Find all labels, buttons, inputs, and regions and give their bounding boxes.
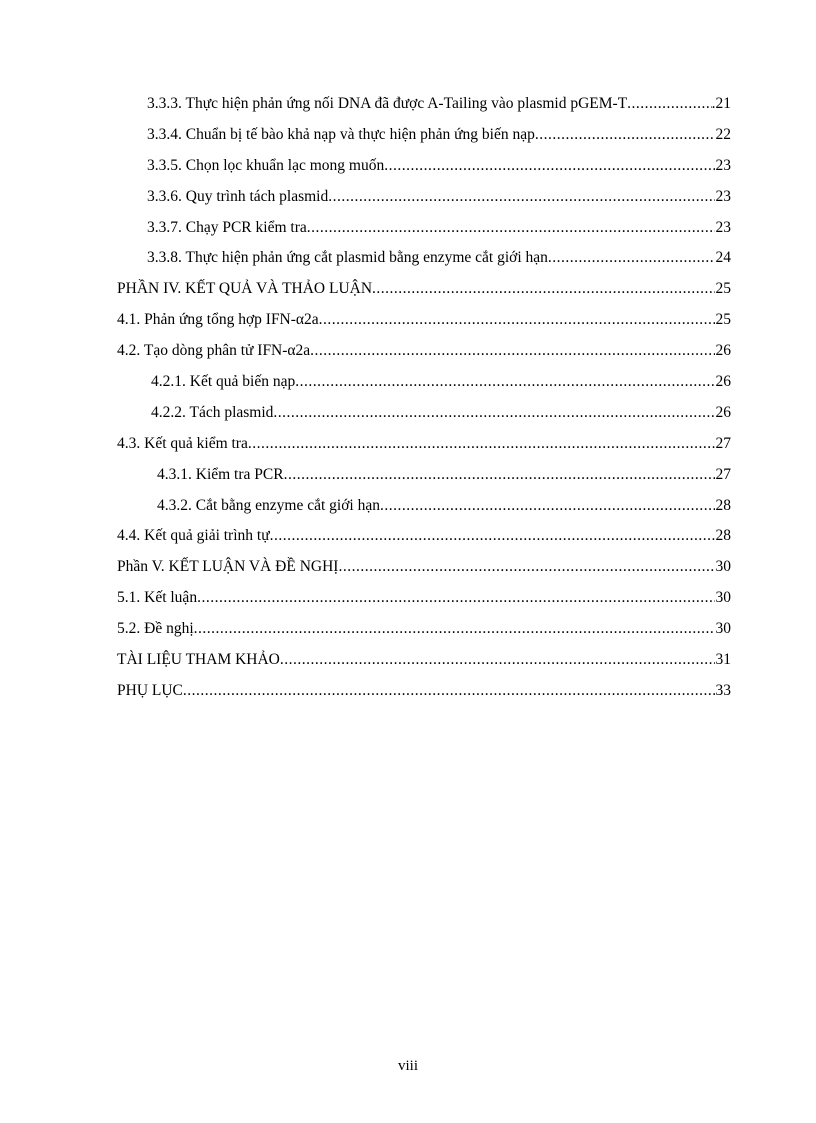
- toc-entry-page: 23: [715, 218, 731, 236]
- toc-dot-leader: [284, 465, 715, 485]
- toc-dot-leader: [307, 218, 715, 238]
- toc-entry-page: 30: [715, 620, 731, 638]
- toc-entry-page: 28: [715, 496, 731, 514]
- toc-entry-title: 4.3. Kết quả kiểm tra: [117, 434, 248, 452]
- toc-entry[interactable]: [117, 681, 731, 712]
- toc-entry-title: 3.3.4. Chuẩn bị tế bào khả nạp và thực hiện phản ứng biến nạp: [147, 125, 535, 143]
- toc-entry[interactable]: [117, 218, 731, 249]
- toc-entry[interactable]: [117, 156, 731, 187]
- toc-dot-leader: [248, 434, 715, 454]
- toc-entry[interactable]: [117, 187, 731, 218]
- toc-entry-page: 27: [715, 434, 731, 452]
- toc-entry-page: 28: [715, 527, 731, 545]
- toc-entry[interactable]: [117, 465, 731, 496]
- toc-dot-leader: [194, 619, 715, 639]
- toc-dot-leader: [627, 94, 711, 114]
- toc-entry-page: .21: [711, 95, 731, 112]
- toc-dot-leader: [197, 588, 715, 608]
- toc-entry-title: PHẦN IV. KẾT QUẢ VÀ THẢO LUẬN: [117, 280, 373, 298]
- toc-entry-title: 5.1. Kết luận: [117, 589, 198, 607]
- toc-entry-title: TÀI LIỆU THAM KHẢO: [117, 651, 280, 669]
- toc-entry-page: 25: [715, 280, 731, 298]
- toc-entry-page: 26: [715, 342, 731, 360]
- toc-dot-leader: [270, 526, 715, 546]
- toc-dot-leader: [273, 403, 715, 423]
- toc-entry-title: 3.3.8. Thực hiện phản ứng cắt plasmid bằng enzyme cắt giới hạn: [147, 249, 548, 267]
- toc-dot-leader: [183, 681, 715, 701]
- toc-entry-title: 4.3.1. Kiểm tra PCR: [157, 465, 284, 483]
- toc-entry-page: 26: [715, 403, 731, 421]
- toc-entry-page: 23: [715, 187, 731, 205]
- toc-entry[interactable]: [117, 403, 731, 434]
- toc-entry[interactable]: [117, 279, 731, 310]
- toc-dot-leader: [310, 341, 715, 361]
- toc-entry-title: 4.2.1. Kết quả biến nạp: [151, 373, 296, 391]
- toc-entry[interactable]: [117, 650, 731, 681]
- toc-dot-leader: [384, 156, 715, 176]
- table-of-contents: [117, 94, 731, 712]
- toc-entry-title: 5.2. Đề nghị: [117, 620, 194, 638]
- toc-entry-page: 22: [715, 125, 731, 143]
- toc-entry-title: 4.1. Phản ứng tổng hợp IFN-α2a: [117, 311, 319, 329]
- toc-entry[interactable]: [117, 588, 731, 619]
- toc-dot-leader: [372, 279, 715, 299]
- toc-entry-page: 30: [715, 558, 731, 576]
- toc-entry[interactable]: [117, 372, 731, 403]
- toc-entry-title: 3.3.3. Thực hiện phản ứng nối DNA đã được A-Tailing vào plasmid pGEM-T: [147, 95, 628, 112]
- toc-entry-page: 23: [715, 156, 731, 174]
- toc-dot-leader: [328, 187, 715, 207]
- toc-entry-page: 30: [715, 589, 731, 607]
- toc-entry-page: 24: [715, 249, 731, 267]
- toc-entry-title: Phần V. KẾT LUẬN VÀ ĐỀ NGHỊ: [117, 558, 339, 576]
- toc-entry[interactable]: [117, 496, 731, 527]
- toc-entry[interactable]: [117, 310, 731, 341]
- toc-entry-page: 26: [715, 373, 731, 391]
- toc-entry-title: 4.4. Kết quả giải trình tự: [117, 527, 270, 545]
- toc-entry-title: PHỤ LỤC: [117, 681, 183, 699]
- toc-entry[interactable]: [117, 434, 731, 465]
- toc-entry-title: 3.3.7. Chạy PCR kiểm tra: [147, 218, 307, 236]
- toc-dot-leader: [548, 248, 715, 268]
- toc-entry-page: 31: [715, 651, 731, 669]
- toc-entry-page: 25: [715, 311, 731, 329]
- toc-dot-leader: [535, 125, 715, 145]
- toc-dot-leader: [338, 557, 715, 577]
- toc-dot-leader: [295, 372, 715, 392]
- toc-entry[interactable]: [117, 341, 731, 372]
- toc-entry[interactable]: [117, 526, 731, 557]
- toc-dot-leader: [319, 310, 715, 330]
- toc-entry-page: 33: [715, 681, 731, 699]
- toc-entry[interactable]: [117, 619, 731, 650]
- toc-entry[interactable]: [117, 125, 731, 156]
- toc-entry-title: 3.3.6. Quy trình tách plasmid: [147, 187, 329, 205]
- toc-entry-title: 3.3.5. Chọn lọc khuẩn lạc mong muốn: [147, 156, 385, 174]
- toc-entry-title: 4.2.2. Tách plasmid: [151, 403, 274, 421]
- toc-entry[interactable]: [117, 557, 731, 588]
- toc-entry-title: 4.3.2. Cắt bằng enzyme cắt giới hạn: [157, 496, 380, 514]
- toc-entry[interactable]: [117, 94, 731, 125]
- toc-dot-leader: [380, 496, 715, 516]
- toc-entry[interactable]: [117, 248, 731, 279]
- toc-entry-page: 27: [715, 465, 731, 483]
- toc-dot-leader: [280, 650, 715, 670]
- toc-entry-title: 4.2. Tạo dòng phân tử IFN-α2a: [117, 342, 311, 360]
- page-number: viii: [397, 1058, 418, 1074]
